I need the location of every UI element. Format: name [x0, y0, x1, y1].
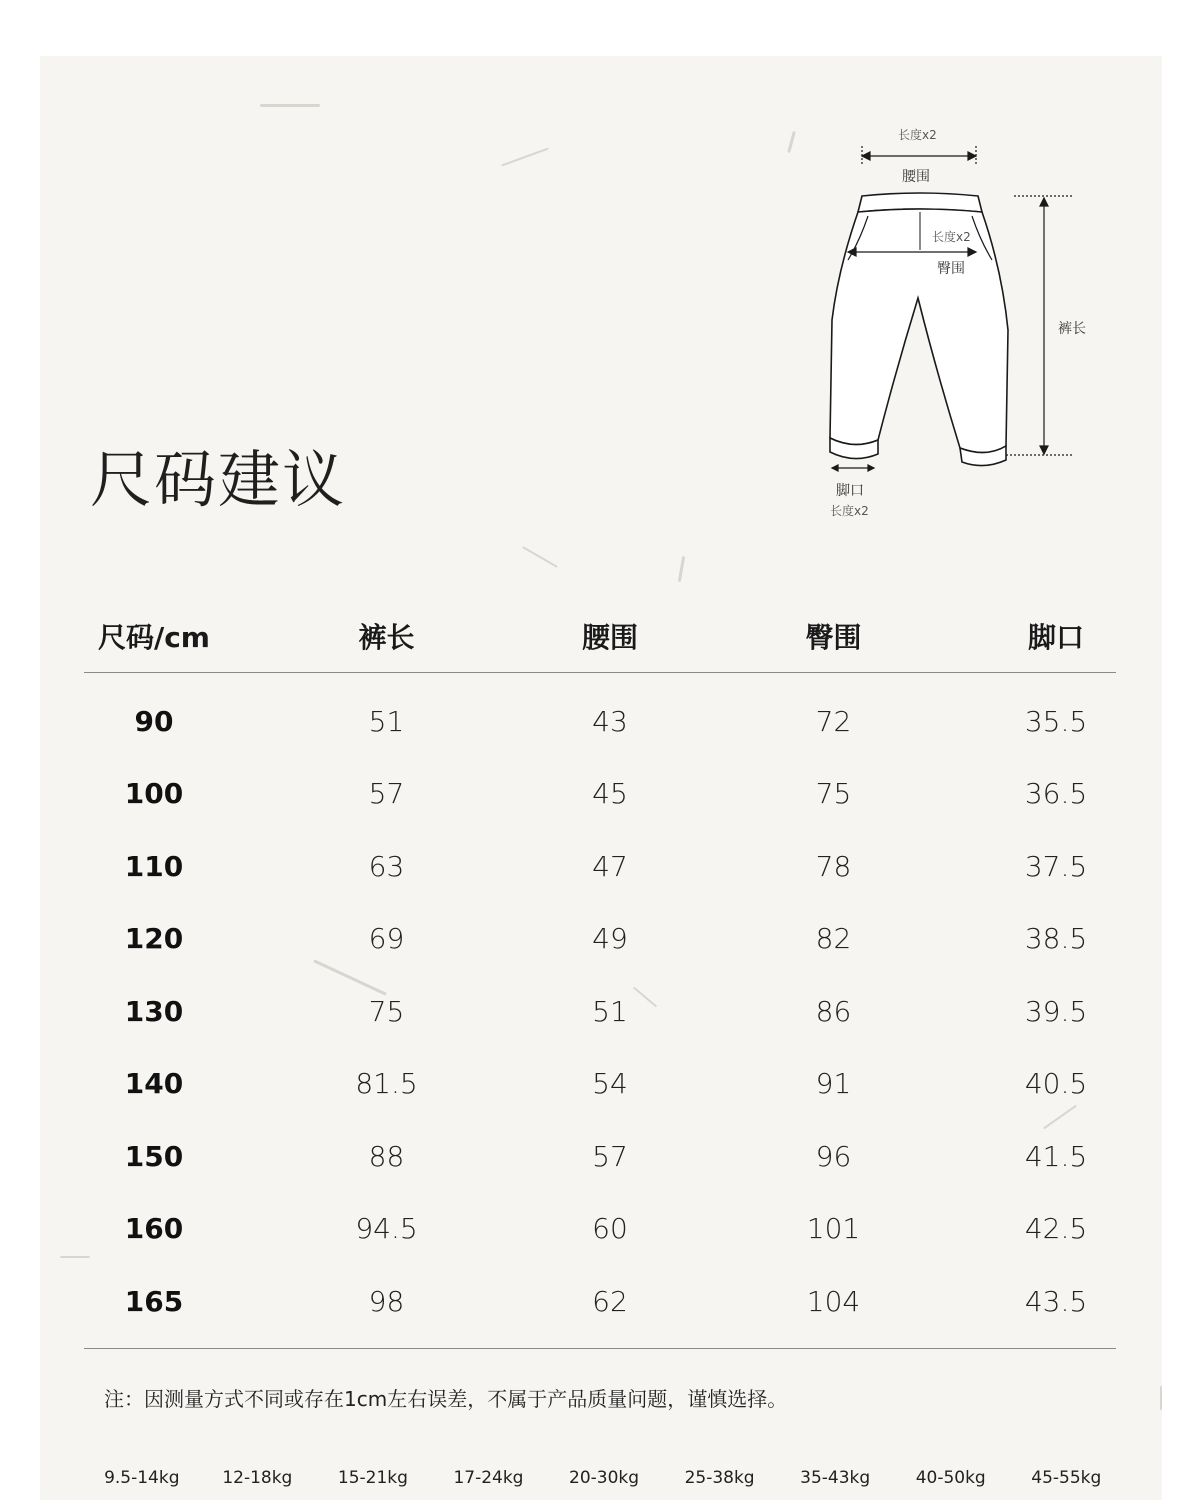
weight-range: 40-50kg: [915, 1468, 986, 1488]
cell-cuff: 39.5: [1024, 994, 1088, 1028]
header-cuff: 脚口: [1027, 621, 1084, 654]
cell-size: 165: [124, 1284, 184, 1318]
paper-fiber: [260, 104, 320, 107]
waist-label: 腰围: [902, 169, 930, 185]
cell-size: 110: [124, 849, 184, 883]
cell-length: 57: [368, 777, 405, 811]
cell-length: 81.5: [355, 1067, 418, 1101]
cell-cuff: 41.5: [1024, 1139, 1088, 1173]
cell-hip: 78: [815, 849, 852, 883]
waist-measure-label: 长度x2: [898, 128, 937, 142]
pants-diagram: [800, 120, 1120, 530]
cell-waist: 45: [592, 777, 628, 811]
cell-waist: 49: [592, 922, 628, 956]
table-body: [84, 673, 1116, 1349]
table-row: [84, 903, 1116, 976]
paper-fiber: [522, 546, 558, 568]
cell-length: 94.5: [355, 1212, 418, 1246]
size-table: [84, 600, 1116, 1349]
cell-cuff: 40.5: [1024, 1067, 1088, 1101]
weight-range: 12-18kg: [222, 1468, 293, 1488]
cell-length: 88: [368, 1139, 405, 1173]
cell-cuff: 42.5: [1024, 1212, 1088, 1246]
weight-range: 45-55kg: [1031, 1468, 1102, 1488]
table-row: [84, 1193, 1116, 1266]
hip-label: 臀围: [937, 261, 965, 277]
cell-cuff: 37.5: [1024, 849, 1088, 883]
cell-cuff: 43.5: [1024, 1284, 1088, 1318]
cell-hip: 96: [815, 1139, 852, 1173]
cuff-measure-label: 长度x2: [830, 504, 869, 518]
paper-fiber: [501, 148, 549, 167]
cell-size: 100: [124, 777, 184, 811]
table-row: [84, 685, 1116, 758]
cell-hip: 86: [815, 994, 852, 1028]
table-row: [84, 830, 1116, 903]
cell-size: 140: [124, 1067, 184, 1101]
weight-range: 35-43kg: [800, 1468, 871, 1488]
cell-size: 150: [124, 1139, 184, 1173]
cell-cuff: 35.5: [1024, 704, 1088, 738]
cell-hip: 82: [815, 922, 852, 956]
header-hip: 臀围: [805, 621, 862, 654]
cell-length: 98: [368, 1284, 405, 1318]
weight-range: 25-38kg: [684, 1468, 755, 1488]
cell-size: 130: [124, 994, 184, 1028]
cell-cuff: 38.5: [1024, 922, 1088, 956]
header-length: 裤长: [358, 621, 415, 654]
cell-length: 63: [368, 849, 405, 883]
cell-waist: 43: [592, 704, 628, 738]
header-size: 尺码/cm: [97, 621, 210, 654]
cell-waist: 47: [592, 849, 628, 883]
weight-range-row: [84, 1466, 1124, 1490]
table-row: [84, 1048, 1116, 1121]
cell-waist: 60: [592, 1212, 628, 1246]
measurement-note: 注：因测量方式不同或存在1cm左右误差，不属于产品质量问题，谨慎选择。: [104, 1387, 788, 1411]
weight-range: 20-30kg: [569, 1468, 640, 1488]
paper-fiber: [1160, 1386, 1162, 1410]
table-row: [84, 975, 1116, 1048]
cell-size: 120: [124, 922, 184, 956]
weight-range: 15-21kg: [337, 1468, 408, 1488]
table-row: [84, 758, 1116, 831]
cell-length: 75: [368, 994, 405, 1028]
weight-range: 17-24kg: [453, 1468, 524, 1488]
cell-size: 160: [124, 1212, 184, 1246]
cell-hip: 75: [815, 777, 852, 811]
table-row: [84, 1120, 1116, 1193]
table-header: [84, 600, 1116, 673]
cell-size: 90: [134, 704, 174, 738]
cell-hip: 91: [815, 1067, 852, 1101]
weight-range: 9.5-14kg: [104, 1468, 180, 1488]
cell-length: 51: [368, 704, 405, 738]
cell-waist: 57: [592, 1139, 628, 1173]
length-label: 裤长: [1058, 321, 1086, 337]
cell-length: 69: [368, 922, 405, 956]
table-row: [84, 1265, 1116, 1338]
cuff-label: 脚口: [836, 483, 864, 499]
cell-waist: 62: [592, 1284, 628, 1318]
cell-hip: 72: [815, 704, 852, 738]
cell-cuff: 36.5: [1024, 777, 1088, 811]
paper-fiber: [678, 556, 685, 582]
paper-fiber: [787, 131, 796, 153]
header-waist: 腰围: [581, 621, 638, 654]
cell-hip: 101: [806, 1212, 861, 1246]
cell-waist: 54: [592, 1067, 628, 1101]
hip-measure-label: 长度x2: [932, 230, 971, 244]
cell-hip: 104: [806, 1284, 861, 1318]
cell-waist: 51: [592, 994, 628, 1028]
page-title: 尺码建议: [90, 443, 347, 516]
